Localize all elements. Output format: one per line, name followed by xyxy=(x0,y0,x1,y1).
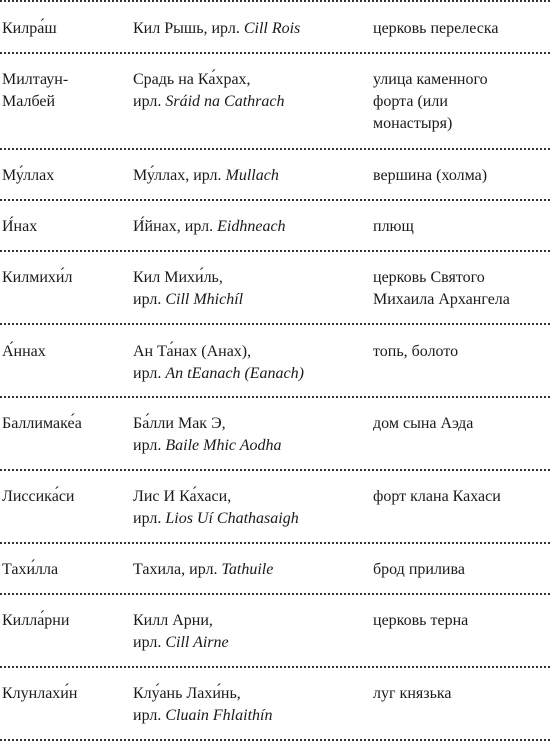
meaning-line: форта (или xyxy=(373,93,448,110)
irish-origin-line: Клу́ань Лахи́нь, xyxy=(133,685,241,702)
meaning-line: топь, болото xyxy=(373,343,459,360)
irish-origin xyxy=(133,267,243,311)
place-name xyxy=(2,216,37,238)
irish-name: Cill Airne xyxy=(165,634,229,651)
meaning-line: луг князька xyxy=(373,685,452,702)
meaning xyxy=(373,69,488,135)
place-name-line: Килла́рни xyxy=(2,612,70,629)
irish-origin xyxy=(133,683,272,727)
row-separator xyxy=(0,0,550,2)
meaning-line: дом сына Аэда xyxy=(373,415,474,432)
place-name xyxy=(2,683,77,705)
meaning-line: Михаила Архангела xyxy=(373,291,510,308)
meaning xyxy=(373,18,498,40)
meaning-line: форт клана Кахаси xyxy=(373,488,501,505)
irish-origin xyxy=(133,341,304,385)
irish-origin xyxy=(133,18,300,40)
irish-origin xyxy=(133,413,281,457)
place-name xyxy=(2,267,72,289)
row-separator xyxy=(0,250,550,252)
irish-name: Eidhneach xyxy=(217,218,286,235)
place-name-line: Милтаун- xyxy=(2,71,69,88)
irish-name: Baile Mhic Aodha xyxy=(165,437,282,454)
place-name xyxy=(2,165,54,187)
irish-origin-line: Ба́лли Мак Э, xyxy=(133,415,226,432)
place-name-line: Килра́ш xyxy=(2,20,57,37)
place-name xyxy=(2,341,46,363)
irish-name: Cill Mhichíl xyxy=(165,291,244,308)
meaning xyxy=(373,165,487,187)
irish-origin-line: Кил Михи́ль, xyxy=(133,269,223,286)
row-separator xyxy=(0,542,550,544)
irish-origin-line: И́йнах, ирл. Eidhneach xyxy=(133,218,286,235)
irish-origin-line: Ан Та́нах (Анах), xyxy=(133,343,252,360)
row-separator xyxy=(0,396,550,398)
place-name-line: Килмихи́л xyxy=(2,269,73,286)
row-separator xyxy=(0,666,550,668)
place-name-line: А́ннах xyxy=(2,343,46,360)
place-name xyxy=(2,18,57,40)
irish-origin-line: ирл. Cill Airne xyxy=(133,634,229,651)
irish-origin-line: ирл. An tEanach (Eanach) xyxy=(133,365,304,382)
meaning-line: брод прилива xyxy=(373,561,465,578)
irish-name: Sráid na Cathrach xyxy=(165,93,285,110)
meaning xyxy=(373,267,510,311)
meaning-line: плющ xyxy=(373,218,414,235)
irish-origin xyxy=(133,559,273,581)
row-separator xyxy=(0,199,550,201)
row-separator xyxy=(0,323,550,325)
irish-origin xyxy=(133,216,286,238)
irish-origin-line: ирл. Cill Mhichíl xyxy=(133,291,244,308)
meaning-line: церковь перелеска xyxy=(373,20,499,37)
place-name xyxy=(2,486,74,508)
meaning xyxy=(373,341,458,363)
irish-origin xyxy=(133,486,299,530)
irish-name: Cluain Fhlaithín xyxy=(165,707,273,724)
irish-origin-line: ирл. Baile Mhic Aodha xyxy=(133,437,282,454)
place-name-line: Баллимаке́а xyxy=(2,415,82,432)
irish-origin-line: Срадь на Ка́храх, xyxy=(133,71,251,88)
place-name xyxy=(2,610,69,632)
meaning xyxy=(373,610,468,632)
irish-origin-line: Лис И Ка́хаси, xyxy=(133,488,232,505)
place-name-line: Клунлахи́н xyxy=(2,685,78,702)
irish-origin-line: ирл. Cluain Fhlaithín xyxy=(133,707,273,724)
irish-origin xyxy=(133,610,229,654)
irish-name: Mullach xyxy=(225,167,279,184)
place-name xyxy=(2,413,82,435)
meaning-line: вершина (холма) xyxy=(373,167,488,184)
place-name-line: Тахи́лла xyxy=(2,561,59,578)
irish-origin-line: Килл Арни, xyxy=(133,612,213,629)
meaning-line: церковь терна xyxy=(373,612,469,629)
place-name-line: Му́ллах xyxy=(2,167,55,184)
meaning xyxy=(373,216,414,238)
irish-origin-line: ирл. Lios Uí Chathasaigh xyxy=(133,510,299,527)
meaning-line: улица каменного xyxy=(373,71,488,88)
irish-origin xyxy=(133,165,279,187)
irish-origin-line: ирл. Sráid na Cathrach xyxy=(133,93,285,110)
irish-name: Tathuile xyxy=(221,561,274,578)
irish-origin-line: Му́ллах, ирл. Mullach xyxy=(133,167,279,184)
row-separator xyxy=(0,52,550,54)
meaning xyxy=(373,486,501,508)
irish-origin xyxy=(133,69,284,113)
row-separator xyxy=(0,469,550,471)
irish-name: An tEanach (Eanach) xyxy=(165,365,304,382)
irish-origin-line: Кил Рышь, ирл. Cill Rois xyxy=(133,20,301,37)
place-name-line: Лиссика́си xyxy=(2,488,75,505)
meaning xyxy=(373,559,465,581)
place-name xyxy=(2,69,68,113)
place-name xyxy=(2,559,58,581)
irish-name: Lios Uí Chathasaigh xyxy=(165,510,299,527)
row-separator xyxy=(0,593,550,595)
place-name-line: И́нах xyxy=(2,218,38,235)
meaning xyxy=(373,413,473,435)
row-separator xyxy=(0,148,550,150)
place-name-line: Малбей xyxy=(2,93,56,110)
irish-name: Cill Rois xyxy=(243,20,301,37)
meaning-line: церковь Святого xyxy=(373,269,485,286)
meaning xyxy=(373,683,452,705)
meaning-line: монастыря) xyxy=(373,115,453,132)
irish-origin-line: Тахила, ирл. Tathuile xyxy=(133,561,274,578)
